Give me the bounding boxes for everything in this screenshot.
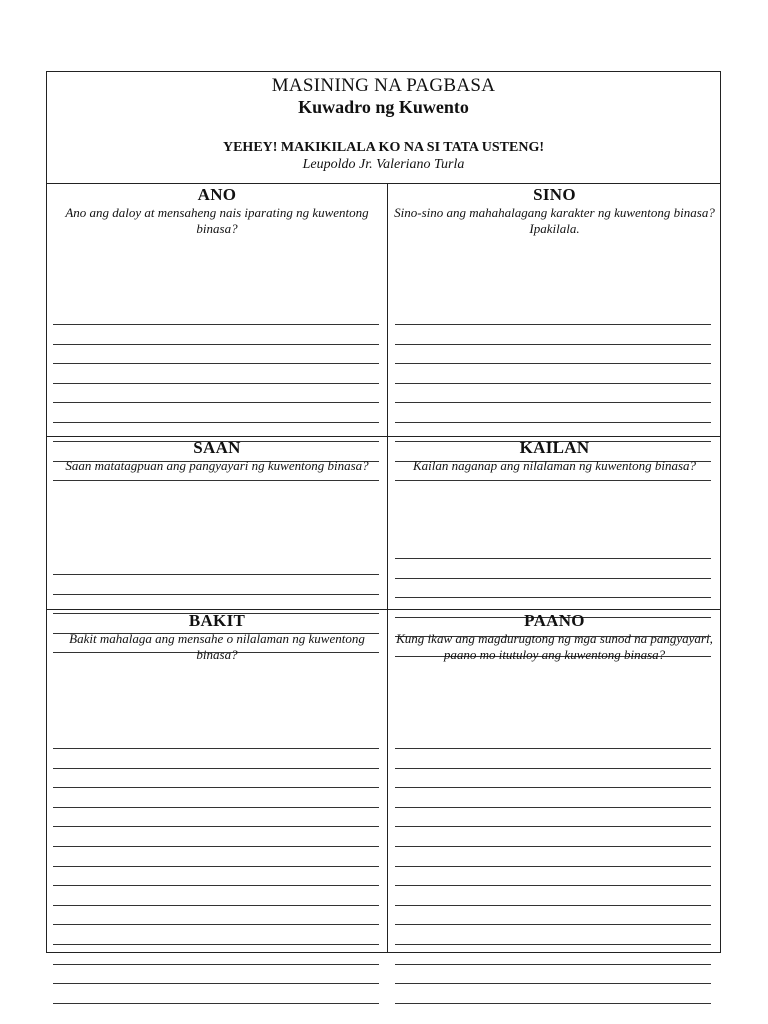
cell-sino: [388, 184, 721, 436]
cell-paano: [388, 610, 721, 953]
worksheet-title: MASINING NA PAGBASA: [271, 75, 496, 96]
answer-line: [53, 768, 379, 769]
story-title: YEHEY! MAKIKILALA KO NA SI TATA USTENG!: [222, 140, 545, 155]
answer-line: [53, 944, 379, 945]
worksheet: [46, 71, 721, 953]
cell-question: Kung ikaw ang magdurugtong ng mga sunod na pangyayari, paano mo itutuloy ang kuwentong binasa?: [396, 631, 713, 662]
answer-line: [53, 846, 379, 847]
answer-line: [395, 558, 711, 559]
answer-line: [395, 846, 711, 847]
answer-line: [53, 344, 379, 345]
cell-saan: [47, 437, 387, 609]
answer-line: [53, 964, 379, 965]
cell-question: Saan matatagpuan ang pangyayari ng kuwentong binasa?: [65, 458, 369, 473]
answer-line: [53, 983, 379, 984]
cell-title: KAILAN: [519, 438, 590, 457]
cell-question: Kailan naganap ang nilalaman ng kuwentong binasa?: [412, 458, 697, 473]
answer-line: [53, 905, 379, 906]
answer-line: [395, 324, 711, 325]
answer-line: [53, 807, 379, 808]
answer-line: [395, 826, 711, 827]
answer-line: [53, 787, 379, 788]
answer-line: [53, 924, 379, 925]
answer-line: [395, 964, 711, 965]
answer-line: [395, 363, 711, 364]
answer-line: [395, 768, 711, 769]
answer-line: [395, 866, 711, 867]
answer-line: [395, 1003, 711, 1004]
answer-line: [395, 402, 711, 403]
cell-question: Ano ang daloy at mensaheng nais iparating ng kuwentong binasa?: [65, 205, 369, 236]
cell-bakit: [47, 610, 387, 953]
answer-line: [53, 383, 379, 384]
answer-line: [53, 363, 379, 364]
worksheet-header: [47, 72, 720, 184]
cell-title: BAKIT: [188, 611, 246, 630]
answer-line: [53, 885, 379, 886]
answer-line: [53, 422, 379, 423]
answer-line: [395, 344, 711, 345]
cell-ano: [47, 184, 387, 436]
story-author: Leupoldo Jr. Valeriano Turla: [302, 157, 465, 172]
answer-line: [53, 866, 379, 867]
answer-line: [395, 885, 711, 886]
answer-line: [53, 574, 379, 575]
cell-title: PAANO: [524, 611, 585, 630]
answer-line: [53, 324, 379, 325]
answer-line: [395, 807, 711, 808]
answer-line: [395, 597, 711, 598]
answer-line: [395, 578, 711, 579]
answer-line: [395, 924, 711, 925]
cell-title: SINO: [533, 185, 576, 204]
cell-title: ANO: [197, 185, 237, 204]
answer-line: [395, 422, 711, 423]
cell-title: SAAN: [193, 438, 241, 457]
cell-question: Bakit mahalaga ang mensahe o nilalaman ng kuwentong binasa?: [69, 631, 365, 662]
answer-line: [53, 826, 379, 827]
answer-line: [395, 944, 711, 945]
answer-line: [53, 1003, 379, 1004]
cell-question: Sino-sino ang mahahalagang karakter ng kuwentong binasa? Ipakilala.: [394, 205, 715, 236]
worksheet-subtitle: Kuwadro ng Kuwento: [298, 97, 469, 117]
answer-line: [53, 748, 379, 749]
answer-line: [53, 402, 379, 403]
answer-line: [53, 594, 379, 595]
answer-line: [395, 787, 711, 788]
cell-kailan: [388, 437, 721, 609]
answer-line: [395, 748, 711, 749]
answer-line: [395, 905, 711, 906]
answer-line: [395, 383, 711, 384]
answer-line: [395, 983, 711, 984]
